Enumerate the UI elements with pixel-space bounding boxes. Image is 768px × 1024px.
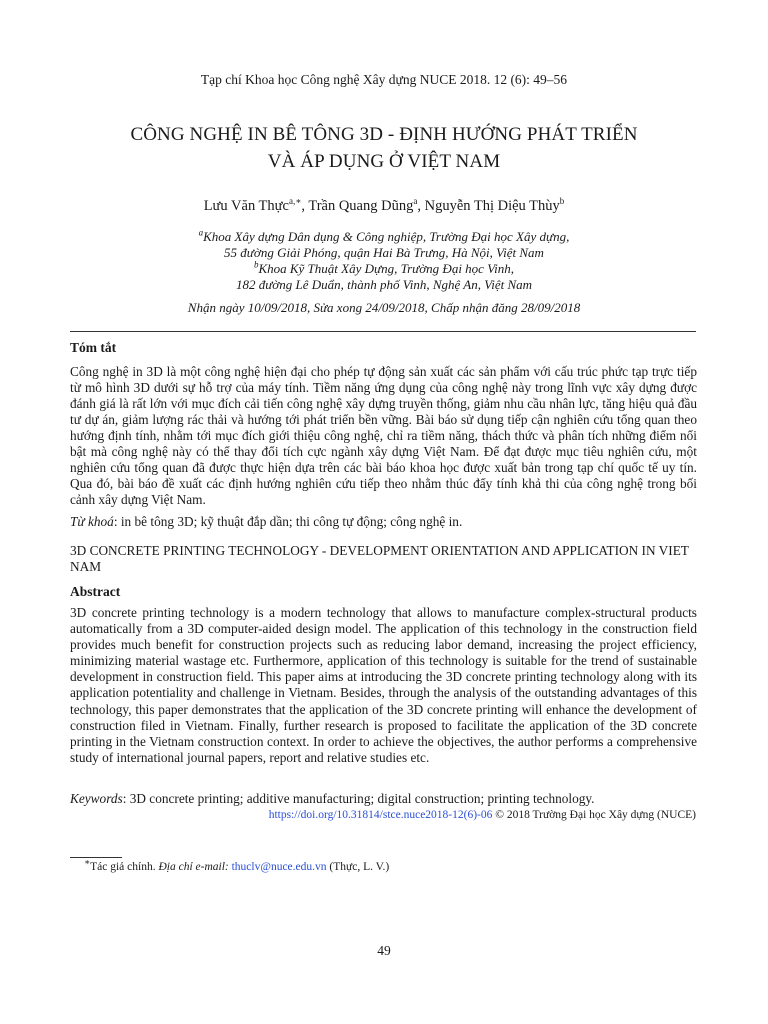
keywords-en-label: Keywords — [70, 791, 123, 806]
affiliation-line — [0, 229, 768, 245]
page-number: 49 — [377, 943, 391, 958]
abstract-en-heading: Abstract — [70, 584, 121, 599]
doi-line — [269, 809, 696, 821]
paper-title-line-1: CÔNG NGHỆ IN BÊ TÔNG 3D - ĐỊNH HƯỚNG PHÁT TRIỂN — [130, 124, 638, 145]
author-name: Nguyễn Thị Diệu Thùy — [424, 198, 560, 214]
affiliation-text: Khoa Xây dựng Dân dụng & Công nghiệp, Trường Đại học Xây dựng, — [203, 229, 570, 244]
doi-link[interactable]: https://doi.org/10.31814/stce.nuce2018-12(6)-06 — [268, 809, 493, 821]
keywords-en — [70, 791, 697, 807]
author-name: Lưu Văn Thực — [203, 198, 289, 214]
author-list — [0, 198, 768, 215]
affiliation-line — [0, 261, 768, 277]
author-separator: , — [301, 198, 309, 214]
keywords-en-text: : 3D concrete printing; additive manufacturing; digital construction; printing technology. — [122, 791, 595, 806]
footnote-author: (Thực, L. V.) — [326, 861, 390, 873]
author-affiliation-mark: a,∗ — [288, 196, 302, 207]
affiliation-mark: a — [198, 227, 204, 238]
submission-dates: Nhận ngày 10/09/2018, Sửa xong 24/09/2018, Chấp nhận đăng 28/09/2018 — [187, 300, 581, 315]
keywords-vi — [70, 514, 697, 530]
paper-title-line-2: VÀ ÁP DỤNG Ở VIỆT NAM — [267, 151, 501, 172]
section-divider — [70, 331, 696, 332]
copyright-text: © 2018 Trường Đại học Xây dựng (NUCE) — [492, 809, 696, 821]
footnote — [84, 857, 390, 873]
affiliation-line: 55 đường Giải Phóng, quận Hai Bà Trưng, Hà Nội, Việt Nam — [224, 245, 544, 260]
author-affiliation-mark: b — [559, 196, 565, 207]
affiliation-line: 182 đường Lê Duẩn, thành phố Vinh, Nghệ An, Việt Nam — [235, 277, 533, 292]
email-link[interactable]: thuclv@nuce.edu.vn — [231, 861, 327, 873]
english-title: 3D CONCRETE PRINTING TECHNOLOGY - DEVELOPMENT ORIENTATION AND APPLICATION IN VIET NAM — [70, 543, 689, 575]
footnote-label: Tác giả chính. — [90, 861, 159, 873]
affiliation-mark: b — [253, 259, 259, 270]
author-affiliation-mark: a — [413, 196, 418, 207]
abstract-vi-body: Công nghệ in 3D là một công nghệ hiện đại cho phép tự động sản xuất các sản phẩm với cấu trúc phức tạp trực tiếp từ mô hình 3D dưới sự hỗ trợ của máy tính. Tiềm năng ứng dụng của công nghệ này trong lĩnh vực xây dựng được đánh giá là rất lớn với mục đích cải tiến công nghệ xây dựng truyền thống, giảm nhu cầu nhân lực, tăng hiệu quả đầu tư dự án, giảm lượng rác thải và hướng tới phát triển bền vững. Bài báo sử dụng tiếp cận nghiên cứu tổng quan theo hướng định tính, nhằm tới mục đích giới thiệu công nghệ, chỉ ra tiềm năng, thách thức và phân tích những điểm nổi bật mà công nghệ này có thể thay đổi tích cực ngành xây dựng Việt Nam. Để đạt được mục tiêu nghiên cứu, một nghiên cứu tổng quan đã được thực hiện dựa trên các bài báo khoa học được xuất bản trong tạp chí quốc tế uy tín. Qua đó, bài báo đề xuất các định hướng nghiên cứu tiếp theo nhằm thúc đẩy tính khả thi của công nghệ trong bối cảnh xây dựng Việt Nam. — [70, 364, 697, 508]
footnote-mark: ∗ — [84, 857, 91, 868]
author-separator: , — [417, 198, 425, 214]
keywords-vi-label: Từ khoá — [70, 514, 114, 529]
affiliation-text: Khoa Kỹ Thuật Xây Dựng, Trường Đại học Vinh, — [258, 261, 515, 276]
keywords-vi-text: : in bê tông 3D; kỹ thuật đắp dần; thi công tự động; công nghệ in. — [113, 514, 463, 529]
journal-header: Tạp chí Khoa học Công nghệ Xây dựng NUCE 2018. 12 (6): 49–56 — [200, 72, 568, 87]
author-name: Trần Quang Dũng — [308, 198, 414, 214]
abstract-en-body: 3D concrete printing technology is a modern technology that allows to manufacture complex-structural products automatically from a 3D computer-aided design model. The application of this technology in the construction field provides much benefit for construction projects such as reducing labor demand, increasing the project efficiency, minimizing material wastage etc. Furthermore, application of this technology is suitable for the trend of sustainable development in construction field. This paper aims at introducing the 3D concrete printing technology along with its application potentiality and challenge in Vietnam. Besides, through the analysis of the outstanding advantages of this technology, this paper demonstrates that the application of the 3D concrete printing will enhance the development of construction filed in Vietnam. Finally, further research is proposed to facilitate the application of the 3D concrete printing in the Vietnam construction context. In order to achieve the objectives, the author performs a comprehensive study of international journal papers, report and relative studies etc. — [70, 605, 697, 765]
abstract-vi-heading: Tóm tắt — [70, 340, 117, 355]
footnote-email-label: Địa chỉ e-mail: — [158, 861, 229, 873]
footnote-divider — [70, 857, 122, 858]
